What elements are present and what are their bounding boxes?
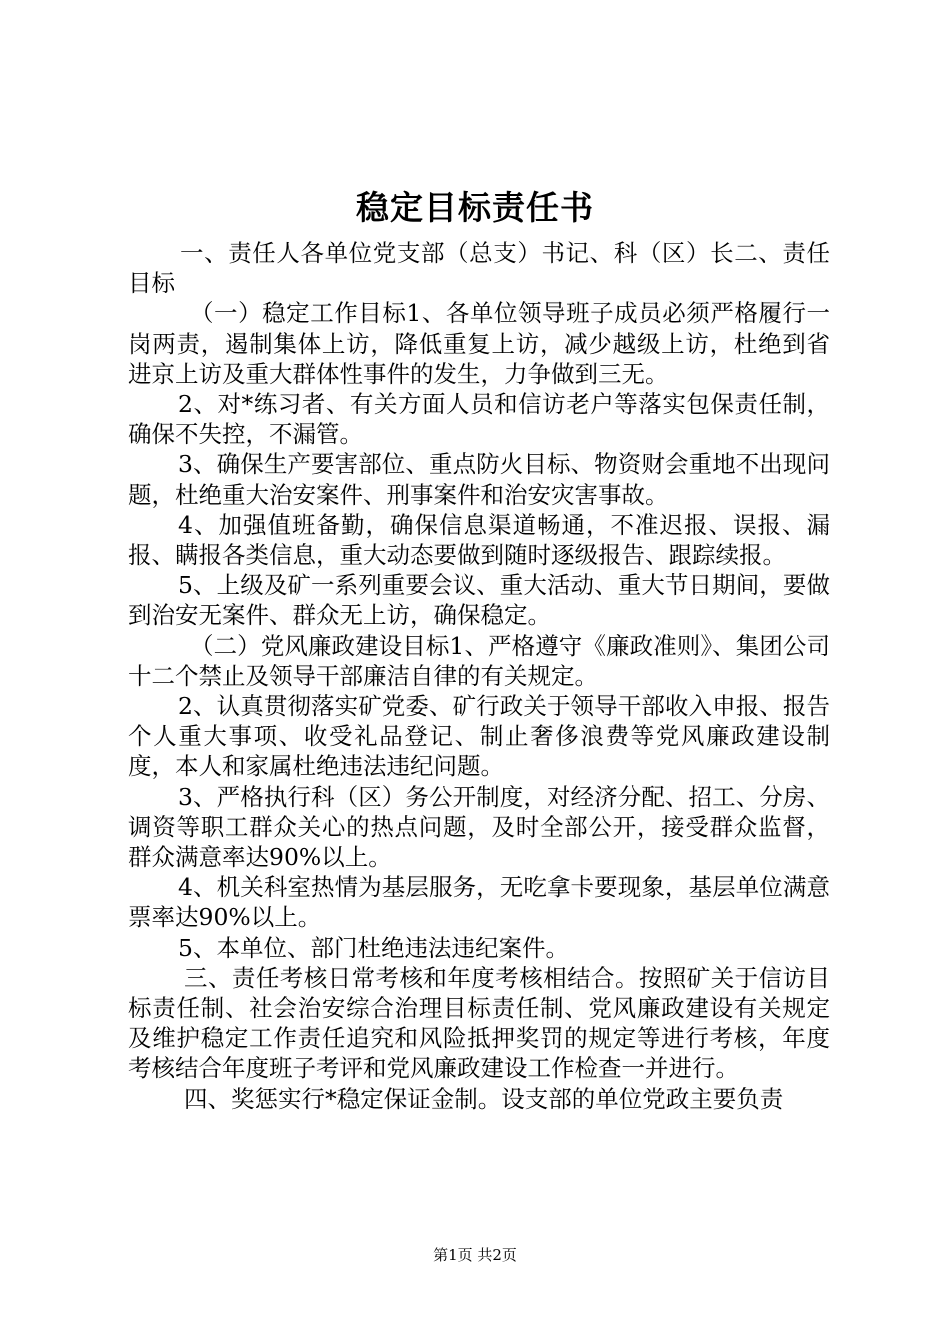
paragraph-stability-goal: （一）稳定工作目标1、各单位领导班子成员必须严格履行一岗两责，遏制集体上访，降低重复上访，减少越级上访，杜绝到省进京上访及重大群体性事件的发生，力争做到三无。: [128, 299, 830, 388]
paragraph-assessment: 三、责任考核日常考核和年度考核相结合。按照矿关于信访目标责任制、社会治安综合治理目标责任制、党风廉政建设有关规定及维护稳定工作责任追究和风险抵押奖罚的规定等进行考核，年度考核结合年度班子考评和党风廉政建设工作检查一并进行。: [128, 963, 830, 1083]
paragraph-stability-item-3: 3、确保生产要害部位、重点防火目标、物资财会重地不出现问题，杜绝重大治安案件、刑事案件和治安灾害事故。: [128, 450, 830, 509]
paragraph-integrity-item-5: 5、本单位、部门杜绝违法违纪案件。: [178, 933, 569, 962]
paragraph-stability-item-5: 5、上级及矿一系列重要会议、重大活动、重大节日期间，要做到治安无案件、群众无上访，确保稳定。: [128, 571, 830, 630]
paragraph-integrity-item-3: 3、严格执行科（区）务公开制度，对经济分配、招工、分房、调资等职工群众关心的热点问题，及时全部公开，接受群众监督，群众满意率达90%以上。: [128, 782, 830, 872]
paragraph-stability-item-2: 2、对*练习者、有关方面人员和信访老户等落实包保责任制，确保不失控，不漏管。: [128, 390, 830, 449]
paragraph-integrity-item-4: 4、机关科室热情为基层服务，无吃拿卡要现象，基层单位满意票率达90%以上。: [128, 873, 830, 932]
paragraph-integrity-item-2: 2、认真贯彻落实矿党委、矿行政关于领导干部收入申报、报告个人重大事项、收受礼品登记、制止奢侈浪费等党风廉政建设制度，本人和家属杜绝违法违纪问题。: [128, 692, 830, 781]
document-body: [128, 238, 830, 1114]
paragraph-responsible-person: 一、责任人各单位党支部（总支）书记、科（区）长二、责任目标: [128, 239, 830, 298]
page-number-footer: 第1页 共2页: [433, 1246, 517, 1264]
paragraph-integrity-goal: （二）党风廉政建设目标1、严格遵守《廉政准则》、集团公司十二个禁止及领导干部廉洁自律的有关规定。: [128, 631, 830, 690]
paragraph-stability-item-4: 4、加强值班备勤，确保信息渠道畅通，不准迟报、误报、漏报、瞒报各类信息，重大动态要做到随时逐级报告、跟踪续报。: [128, 510, 830, 570]
paragraph-rewards-penalties: 四、奖惩实行*稳定保证金制。设支部的单位党政主要负责: [184, 1084, 784, 1113]
document-title: 稳定目标责任书: [356, 188, 594, 227]
